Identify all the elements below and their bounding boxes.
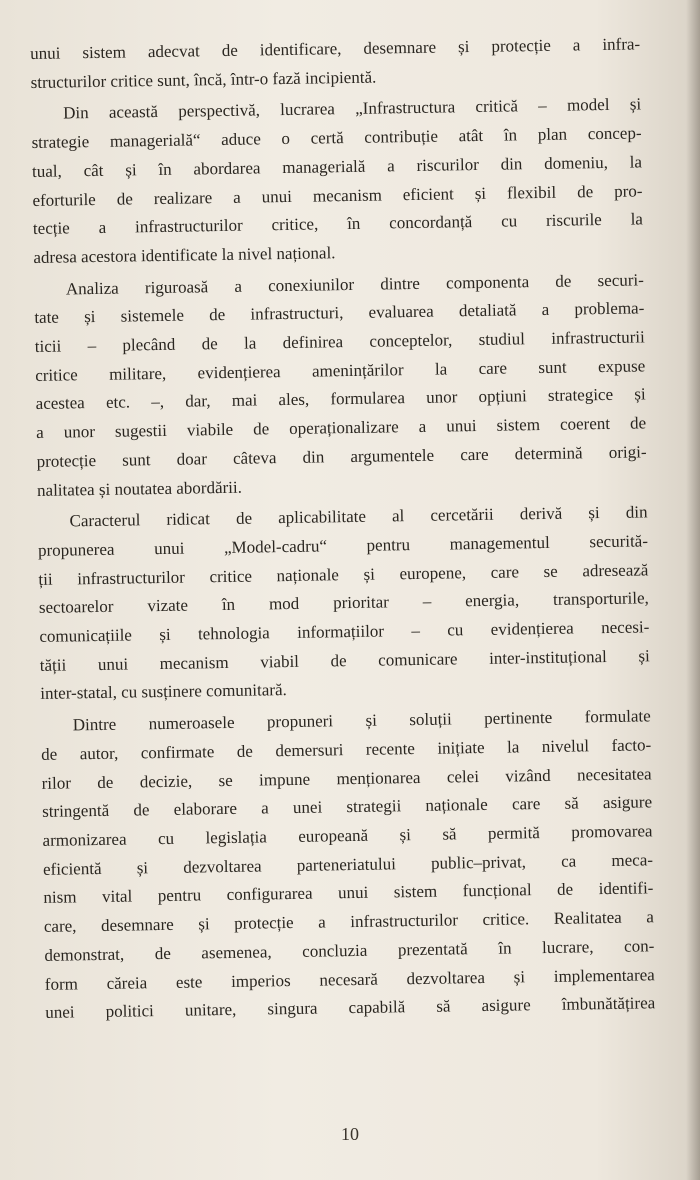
text-line: armonizarea cu legislația europeană și să permită promovarea [42,821,653,850]
body-text [30,30,655,1030]
text-line: tății unui mecanism viabil de comunicare inter-instituțional și [39,646,650,675]
text-line: unei politici unitare, singura capabilă să asigure îmbunătățirea [45,993,656,1023]
text-line: structurilor critice sunt, încă, într-o fază incipientă. [30,67,377,92]
paragraph-3 [34,266,648,505]
text-line: protecție sunt doar câteva din argumentele care determină origi- [36,442,647,471]
text-line: a unor sugestii viabile de operaționalizare a unui sistem coerent de [36,413,647,443]
text-line: form căreia este imperios necesară dezvoltarea și implementarea [44,964,655,994]
text-line: critice militare, evidențierea amenințărilor la care sunt expuse [35,356,646,385]
text-line: care, desemnare și protecție a infrastructurilor critice. Realitatea a [43,907,654,936]
paragraph-4 [37,499,650,709]
text-line: tate și sistemele de infrastructuri, evaluarea detaliată a problema- [34,298,645,328]
text-line: tual, cât și în abordarea managerială a riscurilor din domeniu, la [31,152,643,181]
text-line: de autor, confirmate de demersuri recente inițiate la nivelul facto- [41,735,652,764]
text-line: eforturile de realizare a unui mecanism eficient și flexibil de pro- [32,180,643,210]
text-line: inter-statal, cu susținere comunitară. [40,680,287,704]
text-line: Dintre numeroasele propuneri și soluții pertinente formulate [72,706,651,735]
text-line: tecție a infrastructurilor critice, în concordanță cu riscurile la [32,209,644,239]
text-line: strategie managerială“ aduce o certă contribuție atât în plan concep- [31,123,642,153]
text-line: rilor de decizie, se impune menționarea celei vizând necesitatea [41,763,652,793]
page-number: 10 [341,1124,359,1144]
text-line: nalitatea și noutatea abordării. [36,477,243,500]
paragraph-5 [41,703,656,1028]
text-line: acestea etc. –, dar, mai ales, formularea unor opțiuni strategice și [35,384,646,414]
text-line: unui sistem adecvat de identificare, desemnare și protecție a infra- [30,34,641,63]
text-line: ții infrastructurilor critice naționale și europene, care se adresează [38,560,649,589]
text-line: Caracterul ridicat de aplicabilitate al cercetării derivă și din [69,502,648,531]
text-line: Analiza riguroasă a conexiunilor dintre componenta de securi- [65,270,644,299]
text-line: demonstrat, de asemenea, concluzia prezentată în lucrare, con- [44,936,655,965]
text-line: Din această perspectivă, lucrarea „Infrastructura critică – model și [63,94,642,123]
text-line: comunicațiile și tehnologia informațiilor – cu evidențierea necesi- [39,617,650,646]
text-line: eficientă și dezvoltarea parteneriatului public–privat, ca meca- [42,850,654,879]
paragraph-1 [30,30,641,97]
text-line: nism vital pentru configurarea unui sistem funcțional de identifi- [43,878,654,908]
text-line: sectoarelor vizate în mod prioritar – energia, transporturile, [38,588,649,618]
text-line: propunerea unui „Model-cadru“ pentru managementul securită- [37,531,649,560]
text-line: stringentă de elaborare a unei strategii naționale care să asigure [41,792,653,822]
paragraph-2 [31,91,644,273]
page-edge-shadow [686,0,700,1180]
text-line: ticii – plecând de la definirea conceptelor, studiul infrastructurii [34,327,645,356]
text-line: adresa acestora identificate la nivel național. [33,243,336,267]
